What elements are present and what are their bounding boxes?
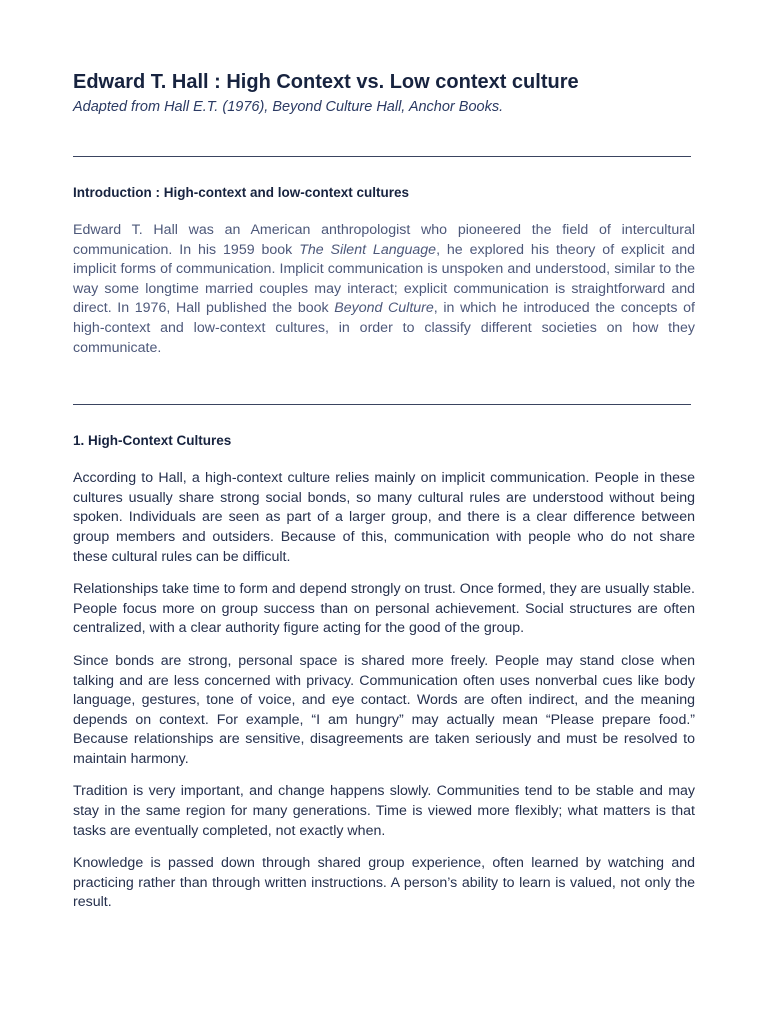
divider — [73, 404, 691, 405]
book-title-beyond-culture: Beyond Culture — [334, 300, 434, 317]
document-page — [73, 68, 695, 913]
body-paragraph: According to Hall, a high-context culture relies mainly on implicit communication. People in these cultures usually share strong social bonds, so many cultural rules are understood without being spoken. Individuals are seen as part of a larger group, and there is a clear difference between group members and outsiders. Because of this, communication with people who do not share these cultural rules can be difficult. — [73, 470, 695, 565]
body-paragraph: Since bonds are strong, personal space is shared more freely. People may stand close when talking and are less concerned with privacy. Communication often uses nonverbal cues like body language, gestures, tone of voice, and eye contact. Words are often indirect, and the meaning depends on context. For example, “I am hungry” may actually mean “Please prepare food.” Because relationships are sensitive, disagreements are taken seriously and must be resolved to maintain harmony. — [73, 652, 695, 767]
body-paragraph: Knowledge is passed down through shared group experience, often learned by watching and practicing rather than through written instructions. A person’s ability to learn is valued, not only the result. — [73, 855, 695, 911]
document-title: Edward T. Hall : High Context vs. Low context culture — [73, 71, 579, 93]
book-title-silent-language: The Silent Language — [299, 241, 437, 258]
intro-text: , in which he introduced the concepts of high-context and low-context cultures, in order to classify different societies on how they communicate. — [73, 300, 695, 356]
section-heading: 1. High-Context Cultures — [73, 433, 232, 449]
body-paragraph: Relationships take time to form and depend strongly on trust. Once formed, they are usually stable. People focus more on group success than on personal achievement. Social structures are often centralized, with a clear authority figure acting for the good of the group. — [73, 581, 695, 637]
intro-text: , he explored his theory of explicit and implicit forms of communication. Implicit communication is unspoken and understood, similar to the way some longtime married couples may interact; explicit communication is straightforward and direct. In 1976, Hall published the book — [73, 241, 695, 317]
body-paragraph: Tradition is very important, and change happens slowly. Communities tend to be stable and may stay in the same region for many generations. Time is viewed more flexibly; what matters is that tasks are eventually completed, not exactly when. — [73, 783, 695, 839]
document-subtitle: Adapted from Hall E.T. (1976), Beyond Culture Hall, Anchor Books. — [73, 99, 504, 115]
intro-paragraph — [73, 221, 695, 358]
intro-heading: Introduction : High-context and low-context cultures — [73, 185, 409, 200]
intro-text: Edward T. Hall was an American anthropologist who pioneered the field of intercultural communication. In his 1959 book — [73, 222, 695, 258]
divider — [73, 156, 691, 157]
